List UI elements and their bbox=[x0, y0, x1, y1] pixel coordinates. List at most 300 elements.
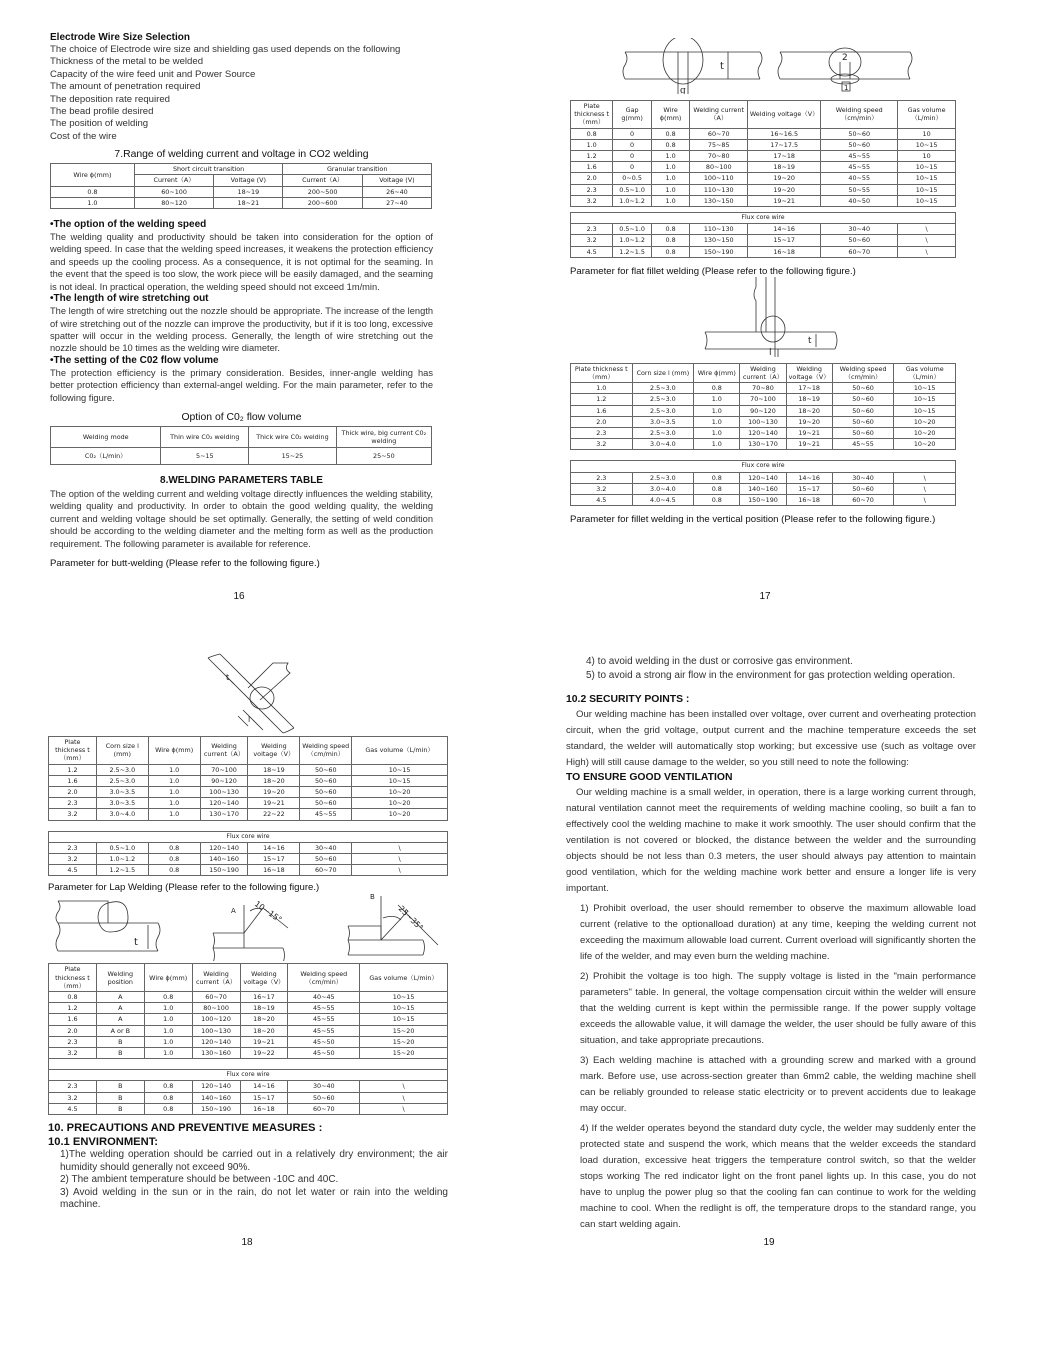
table-cell: 25~50 bbox=[336, 447, 431, 464]
page-number-19: 19 bbox=[763, 1237, 775, 1248]
table-cell: 3.0~4.0 bbox=[632, 439, 694, 450]
table-cell: 50~60 bbox=[300, 854, 352, 865]
table-cell: 70~80 bbox=[690, 151, 748, 162]
table-cell: 130~170 bbox=[740, 439, 786, 450]
table-cell: 1.0 bbox=[651, 151, 690, 162]
table-cell: 1.2 bbox=[49, 1003, 97, 1014]
table-cell: 1.0 bbox=[148, 809, 200, 820]
table-cell: 15~25 bbox=[249, 447, 337, 464]
table-cell: 10~15 bbox=[894, 383, 956, 394]
table-cell: 60~70 bbox=[690, 128, 748, 139]
table-cell: 60~70 bbox=[832, 495, 894, 506]
table-cell: \ bbox=[894, 483, 956, 494]
table-cell: 18~19 bbox=[248, 764, 300, 775]
table-cell: 19~20 bbox=[748, 173, 821, 184]
flow-text: The protection efficiency is the primary consideration. Besides, inner-angle welding has better protection efficiency than external-angel welding. For the main parameter, refer to the following figure. bbox=[50, 367, 433, 403]
table-cell: 45~55 bbox=[821, 162, 898, 173]
table-header: Plate thickness t（mm） bbox=[571, 363, 633, 382]
table-cell: 17~18 bbox=[786, 383, 832, 394]
table-cell: 10~20 bbox=[352, 798, 448, 809]
flux-title-row bbox=[571, 461, 956, 472]
table-cell: 110~130 bbox=[690, 224, 748, 235]
table-cell: 10~20 bbox=[894, 439, 956, 450]
table-cell: 50~60 bbox=[300, 798, 352, 809]
table-cell: 45~50 bbox=[288, 1036, 360, 1047]
table-cell: 30~40 bbox=[300, 842, 352, 853]
table-row bbox=[571, 472, 956, 483]
table-cell: 3.2 bbox=[49, 854, 97, 865]
table-cell: 19~21 bbox=[748, 195, 821, 206]
table-cell: 80~100 bbox=[690, 162, 748, 173]
intro-line: The deposition rate required bbox=[50, 93, 170, 105]
electrode-intro-list bbox=[50, 44, 433, 143]
table-cell: 19~20 bbox=[248, 787, 300, 798]
table-row bbox=[51, 197, 432, 208]
lap-weld-figure bbox=[48, 893, 448, 961]
table-header: Corn size l (mm) bbox=[96, 737, 148, 765]
security-item: 2) Prohibit the voltage is too high. The supply voltage is listed in the "main performance parameters" table. In general, the voltage compensation circuit within the welder will ensure that the welding current is kept within the permissible range. If the power supply voltage exceeds the allowable value, it will damage the welder, the user should be fully aware of this situation, and take appropriate precautions. bbox=[580, 971, 976, 1046]
table-cell: 10~15 bbox=[360, 1003, 448, 1014]
table-cell: 100~110 bbox=[690, 173, 748, 184]
table-cell: 2.3 bbox=[571, 472, 633, 483]
vertical-fillet-table bbox=[48, 736, 448, 876]
table-cell: 10~15 bbox=[894, 405, 956, 416]
flat-fillet-caption: Parameter for flat fillet welding (Please refer to the following figure.) bbox=[570, 265, 856, 277]
table-cell: 1.0 bbox=[144, 1036, 192, 1047]
table-cell: 3.0~3.5 bbox=[632, 416, 694, 427]
table-cell: 0.8 bbox=[651, 246, 690, 257]
table-cell: A bbox=[96, 1014, 144, 1025]
vertical-fillet-figure bbox=[48, 650, 448, 734]
table-header: Thick wire, big current C0₂ welding bbox=[336, 426, 431, 447]
table-cell: 45~50 bbox=[288, 1048, 360, 1059]
table-row bbox=[49, 798, 448, 809]
table-cell: 60~70 bbox=[288, 1103, 360, 1114]
table-cell: 19~21 bbox=[248, 798, 300, 809]
table-cell: 10 bbox=[898, 151, 956, 162]
table-header-row bbox=[571, 363, 956, 382]
table-cell: 40~45 bbox=[288, 992, 360, 1003]
table-cell: 2.5~3.0 bbox=[632, 405, 694, 416]
table-header-row bbox=[49, 737, 448, 765]
table-cell: C0₂（L/min） bbox=[51, 447, 161, 464]
table-row bbox=[51, 186, 432, 197]
table-cell: 0.8 bbox=[694, 495, 740, 506]
table-cell: 45~55 bbox=[300, 809, 352, 820]
table-cell: \ bbox=[352, 865, 448, 876]
table-cell: A bbox=[96, 992, 144, 1003]
table-cell: 16~18 bbox=[748, 246, 821, 257]
table-cell: 80~100 bbox=[192, 1003, 240, 1014]
table-header: Gas volume（L/min） bbox=[360, 964, 448, 992]
table-header: Plate thickness t（mm） bbox=[571, 101, 613, 129]
table-cell: 3.2 bbox=[49, 1092, 97, 1103]
table-cell: 200~500 bbox=[283, 186, 363, 197]
table-cell: 0 bbox=[613, 128, 652, 139]
table-cell: 0.8 bbox=[144, 992, 192, 1003]
table-cell: 70~100 bbox=[200, 764, 248, 775]
table-cell: 1.0~1.2 bbox=[613, 235, 652, 246]
label-b: B bbox=[370, 893, 375, 902]
table-header: Wire ɸ(mm) bbox=[651, 101, 690, 129]
intro-line: The position of welding bbox=[50, 118, 149, 130]
table-cell: \ bbox=[898, 224, 956, 235]
flow-heading: •The setting of the C02 flow volume bbox=[50, 354, 219, 366]
table-cell: B bbox=[96, 1103, 144, 1114]
table-cell: 2.5~3.0 bbox=[632, 394, 694, 405]
table-header: Welding voltage（V） bbox=[248, 737, 300, 765]
table-cell: 27~40 bbox=[362, 197, 431, 208]
table-cell: B bbox=[96, 1036, 144, 1047]
table-cell: 26~40 bbox=[362, 186, 431, 197]
table-cell: 50~60 bbox=[832, 394, 894, 405]
table-cell: 2.3 bbox=[571, 428, 633, 439]
table-cell: 1.0 bbox=[148, 787, 200, 798]
security-item: 3) Each welding machine is attached with a grounding screw and marked with a ground mark. Before use, use across-section greater than 6mm2 cable, the welding machine shell can be reliably grounded to release static electricity or to prevent accidents due to leakage may occur. bbox=[580, 1055, 976, 1114]
table-header: Welding current（A） bbox=[192, 964, 240, 992]
table-cell: 2.3 bbox=[571, 184, 613, 195]
table-cell: B bbox=[96, 1048, 144, 1059]
table-header: Voltage (V) bbox=[214, 175, 283, 186]
table-cell: 10~15 bbox=[894, 394, 956, 405]
table-cell: 1.6 bbox=[49, 1014, 97, 1025]
length-text: The length of wire stretching out the nozzle should be appropriate. The increase of the length of wire stretching out of the nozzle can improve the productivity, but if it is too long, excessive spatter will occur in the welding process. Generally, the length of wire stretching out the nozzle should be 10 times as the welding wire diameter. bbox=[50, 306, 433, 354]
table-cell: 4.5 bbox=[49, 1103, 97, 1114]
table-cell: 2.5~3.0 bbox=[96, 764, 148, 775]
table-cell: 3.2 bbox=[571, 195, 613, 206]
intro-line: Capacity of the wire feed unit and Power Source bbox=[50, 68, 256, 80]
environment-item: 2) The ambient temperature should be between -10C and 40C. bbox=[60, 1174, 339, 1186]
table-cell: 2.5~3.0 bbox=[632, 472, 694, 483]
table-cell: 2.3 bbox=[49, 1036, 97, 1047]
table-cell: 45~55 bbox=[288, 1014, 360, 1025]
table-cell: 1.0 bbox=[694, 428, 740, 439]
flow-table-title: Option of C0₂ flow volume bbox=[181, 411, 302, 423]
table-row bbox=[49, 865, 448, 876]
table-cell: 3.2 bbox=[571, 439, 633, 450]
table-cell: 10~15 bbox=[898, 162, 956, 173]
table-cell: 60~100 bbox=[134, 186, 214, 197]
table-header: Thick wire C0₂ welding bbox=[249, 426, 337, 447]
flux-title-row bbox=[49, 831, 448, 842]
table-header: Voltage (V) bbox=[362, 175, 431, 186]
table-row bbox=[571, 439, 956, 450]
table-cell: 18~19 bbox=[786, 394, 832, 405]
table-cell: 18~19 bbox=[748, 162, 821, 173]
page-16 bbox=[50, 32, 433, 569]
table-cell: 1.2 bbox=[571, 394, 633, 405]
table-cell: 3.2 bbox=[571, 235, 613, 246]
table-header: Welding current（A） bbox=[740, 363, 786, 382]
table-row bbox=[49, 992, 448, 1003]
table-header: Welding speed（cm/min） bbox=[832, 363, 894, 382]
table-cell: 2.0 bbox=[571, 416, 633, 427]
table-cell: 18~20 bbox=[786, 405, 832, 416]
table-cell: 0 bbox=[613, 139, 652, 150]
table-cell: 50~60 bbox=[832, 405, 894, 416]
table-header-row bbox=[571, 101, 956, 129]
butt-weld-figure bbox=[570, 38, 956, 94]
t-label: t bbox=[808, 335, 812, 346]
table-cell: 60~70 bbox=[300, 865, 352, 876]
table-cell: 0.8 bbox=[651, 235, 690, 246]
flux-title: Flux core wire bbox=[571, 213, 956, 224]
table-cell: 1.6 bbox=[571, 405, 633, 416]
table-cell: 50~55 bbox=[821, 184, 898, 195]
table-cell: 10 bbox=[898, 128, 956, 139]
precautions-heading: 10. PRECAUTIONS AND PREVENTIVE MEASURES : bbox=[48, 1122, 323, 1135]
table-cell: 4.5 bbox=[49, 865, 97, 876]
table-cell: 18~20 bbox=[240, 1025, 288, 1036]
table-cell: 10~20 bbox=[352, 787, 448, 798]
range-table bbox=[50, 163, 432, 209]
table-cell: 2.0 bbox=[49, 1025, 97, 1036]
table-cell: 2.5~3.0 bbox=[632, 428, 694, 439]
table-cell: 10~15 bbox=[898, 139, 956, 150]
table-cell: 1.0~1.2 bbox=[613, 195, 652, 206]
table-row bbox=[571, 139, 956, 150]
table-cell: 1.0 bbox=[144, 1003, 192, 1014]
table-cell: 45~55 bbox=[288, 1025, 360, 1036]
table-cell: B bbox=[96, 1081, 144, 1092]
table-cell: 10~15 bbox=[360, 1014, 448, 1025]
table-row bbox=[49, 1025, 448, 1036]
table-cell: 1.2~1.5 bbox=[613, 246, 652, 257]
table-cell: 45~55 bbox=[288, 1003, 360, 1014]
table-cell: 70~100 bbox=[740, 394, 786, 405]
table-cell: 10~20 bbox=[894, 428, 956, 439]
table-cell: 4.0~4.5 bbox=[632, 495, 694, 506]
table-cell: 110~130 bbox=[690, 184, 748, 195]
table-header: Short circuit transition bbox=[134, 164, 283, 175]
table-row bbox=[571, 162, 956, 173]
table-cell: 19~20 bbox=[748, 184, 821, 195]
table-header: Welding speed（cm/min） bbox=[821, 101, 898, 129]
table-cell: 80~120 bbox=[134, 197, 214, 208]
table-row bbox=[571, 495, 956, 506]
table-cell: 2.5~3.0 bbox=[96, 775, 148, 786]
table-cell: 50~60 bbox=[832, 416, 894, 427]
lap-weld-table bbox=[48, 963, 448, 1115]
table-cell: 0.8 bbox=[148, 854, 200, 865]
table-cell: \ bbox=[898, 246, 956, 257]
table-row bbox=[571, 128, 956, 139]
table-cell: 15~17 bbox=[748, 235, 821, 246]
intro-line: The choice of Electrode wire size and shielding gas used depends on the following bbox=[50, 44, 401, 55]
angle-a-label: 10~15° bbox=[252, 899, 284, 925]
table-spacer bbox=[49, 1059, 448, 1070]
table-cell: 15~20 bbox=[360, 1036, 448, 1047]
table-cell: \ bbox=[360, 1103, 448, 1114]
table-header: Gas volume（L/min） bbox=[894, 363, 956, 382]
table-cell: 140~160 bbox=[192, 1092, 240, 1103]
table-header: Plate thickness t（mm） bbox=[49, 964, 97, 992]
table-cell: 1.0 bbox=[144, 1025, 192, 1036]
table-cell: 16~18 bbox=[248, 865, 300, 876]
table-cell: 150~190 bbox=[192, 1103, 240, 1114]
table-cell: 1.0 bbox=[144, 1048, 192, 1059]
t-label: t bbox=[720, 61, 724, 72]
table-cell: 0.5~1.0 bbox=[613, 184, 652, 195]
table-cell: 16~16.5 bbox=[748, 128, 821, 139]
table-cell: 15~20 bbox=[360, 1048, 448, 1059]
table-cell: 2.3 bbox=[49, 1081, 97, 1092]
environment-item: 4) to avoid welding in the dust or corrosive gas environment. bbox=[586, 656, 853, 667]
table-cell: 10~15 bbox=[898, 173, 956, 184]
g-label: g bbox=[680, 86, 686, 94]
table-cell: 3.0~4.0 bbox=[632, 483, 694, 494]
table-row bbox=[571, 151, 956, 162]
table-cell: 1.0 bbox=[571, 139, 613, 150]
table-cell: 40~50 bbox=[821, 195, 898, 206]
table-cell: 0.8 bbox=[694, 472, 740, 483]
table-row bbox=[49, 1014, 448, 1025]
table-cell: 100~130 bbox=[740, 416, 786, 427]
table-row bbox=[49, 1081, 448, 1092]
table-cell: 19~22 bbox=[240, 1048, 288, 1059]
table-cell: 10~15 bbox=[898, 195, 956, 206]
table-cell: 1.0 bbox=[148, 798, 200, 809]
table-cell: 60~70 bbox=[192, 992, 240, 1003]
butt-weld-table bbox=[570, 100, 956, 258]
table-cell: 1.0 bbox=[148, 775, 200, 786]
table-cell: 0.8 bbox=[148, 842, 200, 853]
table-cell: 150~190 bbox=[740, 495, 786, 506]
table-header: Wire ɸ(mm) bbox=[51, 164, 135, 186]
l-label: l bbox=[248, 715, 251, 724]
t-label: t bbox=[226, 673, 230, 682]
table-cell: 30~40 bbox=[821, 224, 898, 235]
page-number-17: 17 bbox=[759, 591, 771, 602]
table-cell: 75~85 bbox=[690, 139, 748, 150]
table-cell: 50~60 bbox=[300, 775, 352, 786]
table-cell: A or B bbox=[96, 1025, 144, 1036]
table-cell: 0.8 bbox=[144, 1103, 192, 1114]
table-cell: 15~17 bbox=[248, 854, 300, 865]
table-row bbox=[49, 1003, 448, 1014]
intro-line: Thickness of the metal to be welded bbox=[50, 56, 204, 68]
table-cell: 50~60 bbox=[832, 483, 894, 494]
table-cell: 1.0 bbox=[651, 195, 690, 206]
angle-b-label: 25~35° bbox=[396, 904, 425, 933]
lap-caption: Parameter for Lap Welding (Please refer to the following figure.) bbox=[48, 882, 320, 894]
table-header: Gas volume（L/min） bbox=[898, 101, 956, 129]
table-row bbox=[49, 842, 448, 853]
environment-item: 3) Avoid welding in the sun or in the rain, do not let water or rain into the welding machine. bbox=[60, 1186, 448, 1211]
table-cell: 2.5~3.0 bbox=[632, 383, 694, 394]
table-cell: 14~16 bbox=[248, 842, 300, 853]
table-cell: A bbox=[96, 1003, 144, 1014]
table-header: Welding voltage（V） bbox=[786, 363, 832, 382]
table-header-row bbox=[51, 164, 432, 175]
params-text: The option of the welding current and welding voltage directly influences the welding stability, welding quality and productivity. In order to obtain the good welding quality, the welding current and welding voltage should be set optimally. Generally, the setting of weld condition should be according to the welding diameter and the melting form as well as the production requirement. The following parameter is available for reference. bbox=[50, 488, 433, 549]
table-cell: 0.8 bbox=[51, 186, 135, 197]
table-cell: 22~22 bbox=[248, 809, 300, 820]
table-header: Welding current（A） bbox=[200, 737, 248, 765]
table-cell: 18~21 bbox=[214, 197, 283, 208]
table-cell: 1.6 bbox=[49, 775, 97, 786]
table-cell: 1.0 bbox=[694, 394, 740, 405]
table-row bbox=[49, 1092, 448, 1103]
table-cell: 0.8 bbox=[651, 128, 690, 139]
page-18 bbox=[48, 650, 448, 1212]
table-cell: 2.3 bbox=[49, 842, 97, 853]
table-cell: 150~190 bbox=[690, 246, 748, 257]
table-spacer bbox=[571, 450, 956, 461]
table-cell: 45~55 bbox=[832, 439, 894, 450]
table-row bbox=[571, 405, 956, 416]
table-cell: 16~18 bbox=[786, 495, 832, 506]
page-number-16: 16 bbox=[233, 591, 245, 602]
table-cell: 3.2 bbox=[571, 483, 633, 494]
environment-item: 5) to avoid a strong air flow in the environment for gas protection welding operation. bbox=[586, 670, 956, 681]
table-header: Granular transition bbox=[283, 164, 432, 175]
table-cell: 17~17.5 bbox=[748, 139, 821, 150]
table-row bbox=[571, 483, 956, 494]
table-cell: 1.0 bbox=[694, 439, 740, 450]
table-header: Current（A） bbox=[283, 175, 363, 186]
table-cell: \ bbox=[352, 854, 448, 865]
table-cell: 30~40 bbox=[832, 472, 894, 483]
table-cell: 50~60 bbox=[300, 787, 352, 798]
table-row bbox=[571, 173, 956, 184]
table-cell: 1.2 bbox=[571, 151, 613, 162]
table-header: Thin wire C0₂ welding bbox=[161, 426, 249, 447]
flux-title-row bbox=[49, 1070, 448, 1081]
speed-text: The welding quality and productivity should be taken into consideration for the option of welding speed. In case that the welding speed increases, it weakens the protection efficiency and speeds up the cooling process. As a consequence, it is not optimal for the seaming. In the event that the speed is too slow, the work piece will be easily damaged, and the seaming is not ideal. In practical operation, the welding speed should not exceed 1m/min. bbox=[50, 232, 433, 292]
table-cell: 0.8 bbox=[49, 992, 97, 1003]
table-header-row bbox=[49, 964, 448, 992]
table-header: Plate thickness t（mm） bbox=[49, 737, 97, 765]
table-cell: 150~190 bbox=[200, 865, 248, 876]
table-cell: 50~60 bbox=[832, 428, 894, 439]
intro-line: Cost of the wire bbox=[50, 130, 117, 142]
length-heading: •The length of wire stretching out bbox=[50, 293, 209, 305]
table-cell: 3.0~3.5 bbox=[96, 787, 148, 798]
table-cell: 140~160 bbox=[740, 483, 786, 494]
table-cell: 130~160 bbox=[192, 1048, 240, 1059]
table-header: Welding speed（cm/min） bbox=[288, 964, 360, 992]
table-cell: B bbox=[96, 1092, 144, 1103]
table-row bbox=[571, 416, 956, 427]
table-cell: 10~15 bbox=[898, 184, 956, 195]
page-number-18: 18 bbox=[241, 1237, 253, 1248]
table-row bbox=[49, 1048, 448, 1059]
intro-line: The amount of penetration required bbox=[50, 81, 201, 93]
table-cell: 1.0 bbox=[51, 197, 135, 208]
table-row bbox=[49, 1103, 448, 1114]
environment-list bbox=[48, 1149, 448, 1212]
table-row bbox=[49, 854, 448, 865]
table-row bbox=[49, 787, 448, 798]
environment-heading: 10.1 ENVIRONMENT: bbox=[48, 1136, 159, 1149]
table-cell: 5~15 bbox=[161, 447, 249, 464]
ventilation-text: Our welding machine is a small welder, in operation, there is a large working current through, natural ventilation cannot meet the requirements of welding machine cooling, so built a fan to effectively cool the welding machine to make it work smoothly. The user should confirm that the ventilation is not covered or blocked, the distance between the welder and the surrounding objects should be not less than 0.3 meters, the user should always pay attention to maintain good ventilation, which for the welding machine work better and ensure a longer life is very important. bbox=[566, 787, 976, 894]
table-cell: 2.0 bbox=[49, 787, 97, 798]
table-header: Gap g(mm) bbox=[613, 101, 652, 129]
table-cell: 19~21 bbox=[786, 428, 832, 439]
speed-heading: •The option of the welding speed bbox=[50, 219, 207, 231]
table-row bbox=[571, 246, 956, 257]
table-cell: 1.0 bbox=[571, 383, 633, 394]
electrode-heading: Electrode Wire Size Selection bbox=[50, 32, 190, 43]
table-cell: 0 bbox=[613, 151, 652, 162]
table-cell: 15~20 bbox=[360, 1025, 448, 1036]
table-cell: 0.8 bbox=[651, 139, 690, 150]
table-cell: 16~18 bbox=[240, 1103, 288, 1114]
table-cell: 50~60 bbox=[821, 128, 898, 139]
table-cell: 140~160 bbox=[200, 854, 248, 865]
